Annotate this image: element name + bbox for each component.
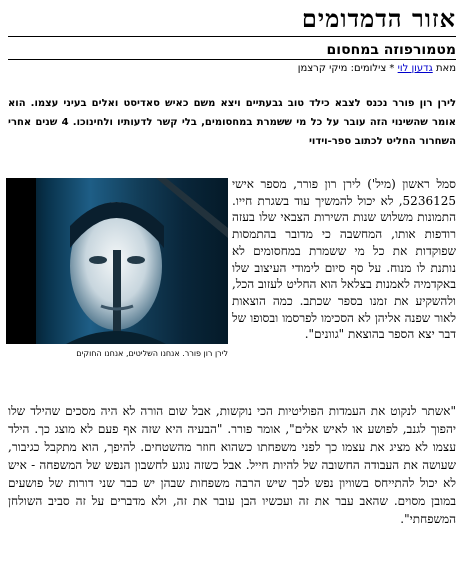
body-full-width-text: "אשתר לנקוט את העמדות הפוליטיות הכי נוקשות, אבל שום הורה לא היה מסכים שהילד שלו יהפוך לגנב, לפושע או לאיש אלים", אומר פורר. "הבעיה היא שזה אף פעם לא מוצג כך. הילד עצמו לא מציג את עצמו כך לפני משפחתו כשהוא חוזר מהשטחים. להיפך, הוא מתקבל כגיבור, שעושה את העבודה החשובה של להיות חייל. אבל כשזה נוגע לחשבון הנפש של המשפחה - איש לא יכול להתייחס בשוויון נפש לכך שיש הרבה משפחות שבהן יש כבר שני דורות של פושעים במובן מסוים. שהאב עבר את זה ועכשיו הבן עובר את זה, ולא מדברים על זה סביב השולחן המשפחתי". [8, 404, 456, 526]
masthead [8, 4, 456, 34]
photo-credit: * צילומים: מיקי קרצמן [297, 63, 395, 74]
headline-divider [8, 59, 456, 60]
article-headline: מטמורפוזה במחסום [326, 42, 456, 58]
masthead-divider [8, 36, 456, 37]
author-link[interactable]: גדעון לוי [397, 63, 433, 74]
portrait-image [6, 178, 228, 344]
article-photo [6, 178, 228, 344]
byline [256, 62, 456, 75]
article-lead: לירן רון פורר נכנס לצבא כילד טוב גבעתיים ויצא משם כאיש סאדיסט ואלים בעיני עצמו. הוא אומר שהשינוי הזה עובר על כל מי ששמרת במחסומים, בלי קשר לדעותיו ולחינוכו. 4 שנים אחרי השחרור החליט לכתוב ספר-וידוי [8, 98, 456, 147]
byline-prefix: מאת [435, 63, 456, 74]
masthead-title: אזור הדמדומים [301, 4, 456, 33]
photo-caption: לירן רון פורר. אנחנו השליטים, אנחנו החוקים [76, 349, 228, 358]
body-column-text: סמל ראשון (מיל') לירן רון פורר, מספר אישי 5236125, לא יכול להמשיך עוד בשגרת חייו. התמונות משלוש שנות השירות הצבאי שלו בעזה רודפות אותו, המחשבה כי מדובר בהתמסות שפוקדות את כל מי ששמרת במחסומים לא נותנת לו מנוח. על סף סיום לימודי העיצוב שלו באקדמיה לאמנות בצלאל הוא החליט לעזוב הכל, ולהשקיע את זמנו בספר שכתב. כמה הוצאות לאור שפנה אליהן לא הסכימו לפרסמו ובסופו של דבר יצא הספר בהוצאת "גוונים". [232, 177, 456, 342]
